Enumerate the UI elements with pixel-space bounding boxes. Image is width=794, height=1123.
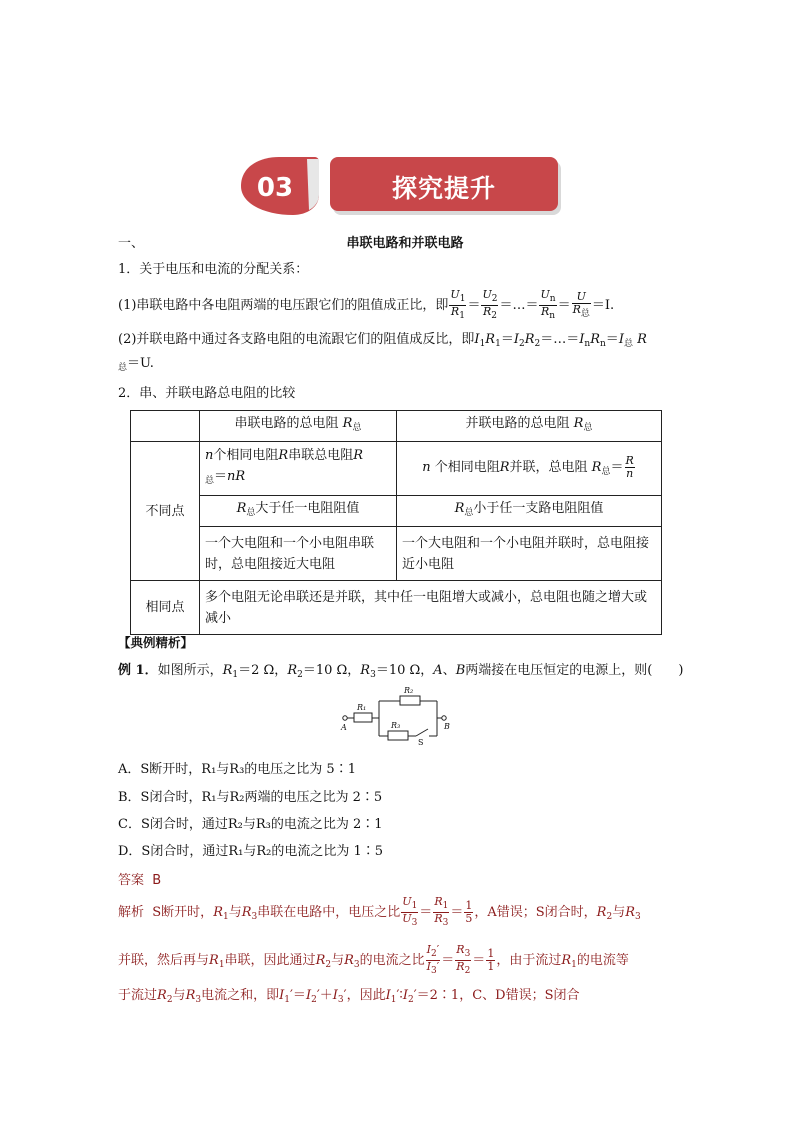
analysis-label: 解析 [118, 905, 145, 920]
table-cell: $R_总$大于任一电阻阻值 [200, 496, 397, 527]
analysis-text: 并联，然后再与 [118, 953, 210, 968]
section-banner [330, 157, 558, 211]
analysis-text: ，由于流过 [496, 953, 562, 968]
answer-value: B [152, 873, 162, 888]
example1-stem: 例 1．如图所示，$R_1=2$ Ω，$R_2=10$ Ω，$R_3=10$ Ω，A、B两端接在电压恒定的电源上，则( ) [118, 663, 684, 680]
circuit-diagram [338, 684, 462, 746]
analysis-text: ，因此 [346, 988, 386, 1003]
option-d: D．S闭合时，通过R₁与R₂的电流之比为 1∶5 [118, 844, 384, 859]
analysis-line-2: 并联，然后再与$R_1$串联，因此通过$R_2$与$R_3$的电流之比 $\frac{I_2'}{I_3'}$ ＝ $\frac{R_3}{R_2}$ ＝ $\frac{1}{1}$ ，由于流过$R_1$的电流等 [118, 943, 629, 976]
analysis-text: 串联，因此通过 [224, 953, 316, 968]
answer-line [118, 871, 161, 891]
table-row [131, 496, 662, 527]
table-row [131, 581, 662, 635]
cell-text: 个相同电阻 [213, 448, 279, 463]
parallel-rule-text: (2)并联电路中通过各支路电阻的电流跟它们的阻值成反比，即 [118, 332, 475, 347]
label-r3: R₃ [391, 721, 401, 730]
table-cell: n 个相同电阻R并联，总电阻 $R_总=$ $\frac{R}{n}$ [397, 442, 662, 496]
same-label-cell: 相同点 [131, 581, 200, 635]
analysis-line-3: 于流过$R_2$与$R_3$电流之和，即$I_1'=I_2'+I_3'$，因此$I_1'∶I_2'=2∶1$，C、D错误；S闭合 [118, 988, 580, 1005]
answer-label: 答案 [118, 873, 145, 888]
analysis-text: 于流过 [118, 988, 158, 1003]
table-cell: 多个电阻无论串联还是并联，其中任一电阻增大或减小，总电阻也随之增大或减小 [200, 581, 662, 635]
cell-text: 并联，总电阻 [509, 459, 588, 475]
diff-label-cell: 不同点 [131, 442, 200, 581]
section-title: 串联电路和并联电路 [346, 236, 464, 251]
series-rule-text: (1)串联电路中各电阻两端的电压跟它们的阻值成正比，即 [118, 298, 449, 313]
cell-text: 串联总电阻 [288, 448, 354, 463]
badge-number: 03 [256, 173, 294, 203]
terminal-b [442, 716, 446, 720]
header-series-label: 串联电路的总电阻 [234, 416, 339, 431]
label-b: B [444, 722, 450, 731]
fraction: $\frac{U_1}{R_1}$ [450, 288, 466, 321]
table-row [131, 442, 662, 496]
point1-heading: 1．关于电压和电流的分配关系： [118, 262, 309, 277]
stem-text: 两端接在电压恒定的电源上，则( ) [465, 663, 684, 678]
fraction: $\frac{I_2'}{I_3'}$ [426, 943, 440, 976]
table-cell: 一个大电阻和一个小电阻串联时，总电阻接近大电阻 [200, 527, 397, 581]
resistor-r1 [354, 713, 372, 722]
label-a: A [341, 723, 347, 732]
fraction: $\frac{R_3}{R_2}$ [456, 943, 471, 976]
banner-title: 探究提升 [391, 174, 496, 203]
resistance-comparison-table [130, 410, 662, 635]
terminal-a [343, 716, 347, 720]
parallel-current-rule: (2)并联电路中通过各支路电阻的电流跟它们的阻值成反比，即$I_1R_1=I_2R_2=\dots=I_nR_n=I_总$ R [118, 332, 647, 349]
fraction: $\frac{R_1}{R_3}$ [434, 895, 449, 928]
fraction: $\frac{U}{R_总}$ [572, 290, 590, 319]
fraction: $\frac{U_1}{U_3}$ [402, 895, 418, 928]
resistor-r2 [400, 696, 420, 705]
section-number-badge [237, 155, 321, 217]
analysis-text: ＝2∶1，C、D错误；S闭合 [416, 988, 580, 1003]
fraction: $\frac{U_2}{R_2}$ [482, 288, 498, 321]
label-s: S [418, 738, 424, 746]
option-c: C．S闭合时，通过R₂与R₃的电流之比为 2∶1 [118, 817, 383, 832]
cell-text: 个相同电阻 [434, 459, 500, 475]
table-cell: 一个大电阻和一个小电阻并联时，总电阻接近小电阻 [397, 527, 662, 581]
example-heading: 【典例精析】 [118, 635, 194, 650]
option-a: A．S断开时，R₁与R₃的电压之比为 5∶1 [118, 762, 356, 777]
resistor-r3 [388, 731, 408, 740]
parallel-rule-cont: $_总$＝U. [118, 356, 154, 373]
table-cell: $R_总$小于任一支路电阻阻值 [397, 496, 662, 527]
analysis-line-1: 解析 S断开时，$R_1$与$R_3$串联在电路中，电压之比 $\frac{U_1}{U_3}$ ＝ $\frac{R_1}{R_3}$ ＝ $\frac{1}{5}$ ，A错误；S闭合时，$R_2$与$R_3$ [118, 895, 641, 928]
analysis-text: 电流之和，即 [201, 988, 280, 1003]
table-cell: n个相同电阻R串联总电阻R $_总$＝nR [200, 442, 397, 496]
cell-text: 小于任一支路电阻阻值 [473, 501, 604, 516]
label-r2: R₂ [404, 686, 414, 695]
table-cell [131, 411, 200, 442]
cell-text: 大于任一电阻阻值 [255, 501, 360, 516]
fraction: $\frac{U_n}{R_n}$ [540, 288, 556, 321]
analysis-text: 的电流之比 [359, 953, 425, 968]
label-r1: R₁ [357, 703, 367, 712]
option-b: B．S闭合时，R₁与R₂两端的电压之比为 2∶5 [118, 790, 383, 805]
fraction: $\frac{1}{1}$ [487, 947, 495, 973]
table-row [131, 527, 662, 581]
table-row [131, 411, 662, 442]
point2-heading: 2．串、并联电路总电阻的比较 [118, 386, 296, 401]
series-rule-end: ＝I. [591, 298, 615, 313]
analysis-text: 的电流等 [576, 953, 629, 968]
switch-s [416, 729, 428, 736]
header-parallel-label: 并联电路的总电阻 [465, 416, 570, 431]
fraction: $\frac{R}{n}$ [625, 453, 634, 480]
fraction: $\frac{1}{5}$ [465, 899, 473, 925]
series-voltage-rule: (1)串联电路中各电阻两端的电压跟它们的阻值成正比，即 $\frac{U_1}{R_1}$ ＝ $\frac{U_2}{R_2}$ ＝…＝ $\frac{U_n}{R_n}$ ＝ $\frac{U}{R_总}$ ＝I. [118, 288, 615, 321]
example-label: 例 1． [118, 663, 158, 678]
analysis-text: ，A错误；S闭合时， [474, 905, 597, 920]
analysis-text: 串联在电路中，电压之比 [257, 905, 401, 920]
section-number: 一、 [118, 236, 145, 251]
stem-text: 如图所示， [157, 663, 223, 678]
table-header-cell: 并联电路的总电阻 $R_总$ [397, 411, 662, 442]
table-header-cell: 串联电路的总电阻 $R_总$ [200, 411, 397, 442]
parallel-rule-end: ＝U. [127, 356, 154, 371]
analysis-text: S断开时， [152, 905, 214, 920]
